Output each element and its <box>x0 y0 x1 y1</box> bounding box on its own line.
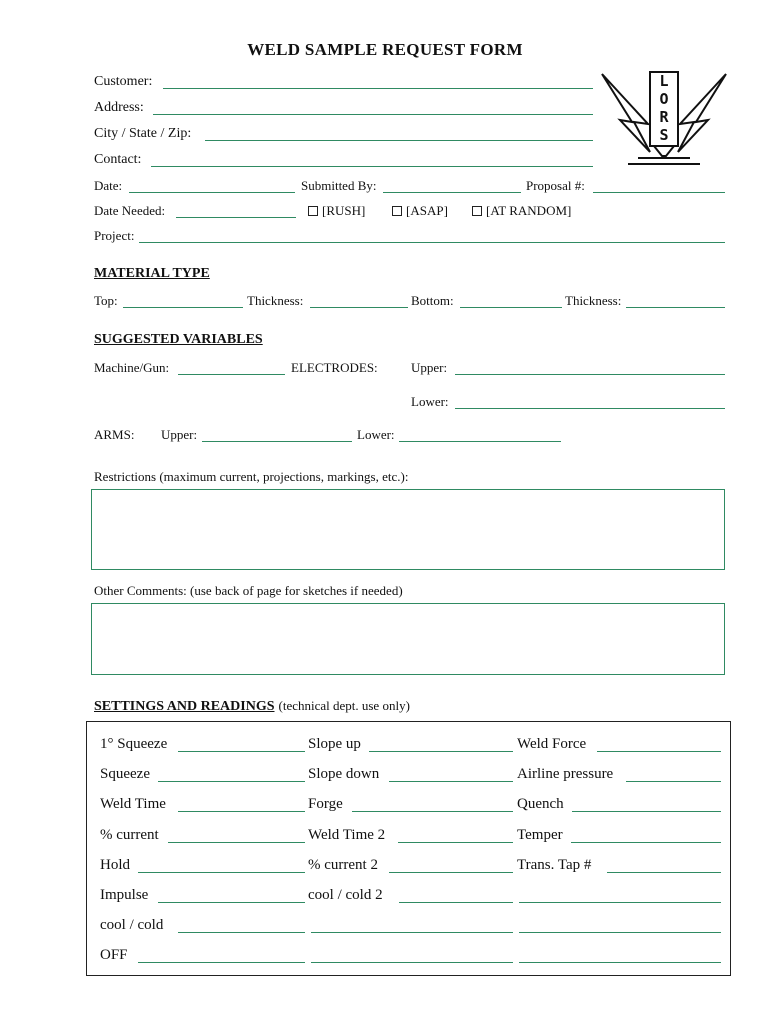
setting-field[interactable] <box>178 751 305 752</box>
setting-label: Trans. Tap # <box>517 857 592 873</box>
project-field[interactable] <box>139 242 725 243</box>
comments-box[interactable] <box>91 603 725 675</box>
thickness-bottom-field[interactable] <box>626 307 725 308</box>
setting-label: OFF <box>100 947 128 963</box>
setting-label: Airline pressure <box>517 766 614 782</box>
setting-field[interactable] <box>399 902 513 903</box>
thickness-label: Thickness: <box>565 293 622 308</box>
setting-label: cool / cold <box>100 917 164 933</box>
arms-upper-label: Upper: <box>161 427 198 442</box>
setting-label: Impulse <box>100 887 149 903</box>
suggested-variables-header: SUGGESTED VARIABLES <box>94 332 263 347</box>
setting-field[interactable] <box>352 811 513 812</box>
top-label: Top: <box>94 293 118 308</box>
bottom-field[interactable] <box>460 307 562 308</box>
setting-label: Weld Time <box>100 796 166 812</box>
setting-field[interactable] <box>168 842 305 843</box>
setting-field[interactable] <box>607 872 721 873</box>
setting-label: Squeeze <box>100 766 150 782</box>
setting-label: Temper <box>517 827 563 843</box>
submitted-by-label: Submitted By: <box>301 178 377 193</box>
arms-label: ARMS: <box>94 427 135 442</box>
setting-field[interactable] <box>178 932 305 933</box>
asap-label: [ASAP] <box>406 203 448 218</box>
electrodes-upper-label: Upper: <box>411 360 448 375</box>
proposal-field[interactable] <box>593 192 725 193</box>
arms-upper-field[interactable] <box>202 441 352 442</box>
machine-gun-field[interactable] <box>178 374 285 375</box>
lors-logo <box>598 68 730 172</box>
logo-letter: L <box>659 72 669 90</box>
setting-field[interactable] <box>178 811 305 812</box>
customer-field[interactable] <box>163 88 593 89</box>
bottom-label: Bottom: <box>411 293 454 308</box>
project-label: Project: <box>94 228 135 243</box>
customer-label: Customer: <box>94 74 153 89</box>
setting-label: Weld Time 2 <box>308 827 386 843</box>
setting-label: Hold <box>100 857 130 873</box>
setting-label: 1° Squeeze <box>100 736 168 752</box>
setting-label: Weld Force <box>517 736 587 752</box>
setting-field[interactable] <box>572 811 721 812</box>
setting-field[interactable] <box>626 781 721 782</box>
asap-checkbox[interactable] <box>392 203 448 219</box>
setting-label: % current <box>100 827 159 843</box>
city-field[interactable] <box>205 140 593 141</box>
electrodes-label: ELECTRODES: <box>291 360 378 375</box>
at-random-label: [AT RANDOM] <box>486 203 572 218</box>
address-field[interactable] <box>153 114 593 115</box>
setting-label: cool / cold 2 <box>308 887 383 903</box>
setting-field[interactable] <box>311 932 513 933</box>
setting-field[interactable] <box>389 872 513 873</box>
arms-lower-label: Lower: <box>357 427 395 442</box>
logo-letter: O <box>659 90 669 108</box>
setting-label: Slope down <box>308 766 380 782</box>
logo-letter: S <box>659 126 669 144</box>
contact-field[interactable] <box>151 166 593 167</box>
material-type-header: MATERIAL TYPE <box>94 266 210 281</box>
setting-field[interactable] <box>597 751 721 752</box>
contact-label: Contact: <box>94 152 142 167</box>
date-needed-field[interactable] <box>176 217 296 218</box>
setting-field[interactable] <box>519 962 721 963</box>
settings-note: (technical dept. use only) <box>278 698 410 713</box>
setting-field[interactable] <box>158 902 305 903</box>
setting-field[interactable] <box>571 842 721 843</box>
date-needed-label: Date Needed: <box>94 203 166 218</box>
settings-header-row <box>94 697 410 715</box>
setting-label: Forge <box>308 796 343 812</box>
restrictions-box[interactable] <box>91 489 725 570</box>
comments-label: Other Comments: (use back of page for sketches if needed) <box>94 583 403 598</box>
electrodes-upper-field[interactable] <box>455 374 725 375</box>
arms-lower-field[interactable] <box>399 441 561 442</box>
setting-field[interactable] <box>389 781 513 782</box>
setting-field[interactable] <box>398 842 513 843</box>
setting-label: % current 2 <box>308 857 378 873</box>
checkbox-icon <box>472 206 482 216</box>
setting-field[interactable] <box>138 962 305 963</box>
rush-checkbox[interactable] <box>308 203 365 219</box>
page-title: WELD SAMPLE REQUEST FORM <box>247 40 523 59</box>
setting-field[interactable] <box>519 932 721 933</box>
settings-box <box>86 721 731 976</box>
date-label: Date: <box>94 178 123 193</box>
setting-field[interactable] <box>369 751 513 752</box>
rush-label: [RUSH] <box>322 203 366 218</box>
setting-field[interactable] <box>519 902 721 903</box>
setting-field[interactable] <box>311 962 513 963</box>
setting-label: Quench <box>517 796 564 812</box>
proposal-label: Proposal #: <box>526 178 585 193</box>
restrictions-label: Restrictions (maximum current, projections, markings, etc.): <box>94 469 409 484</box>
thickness-label: Thickness: <box>247 293 304 308</box>
top-field[interactable] <box>123 307 243 308</box>
checkbox-icon <box>308 206 318 216</box>
electrodes-lower-field[interactable] <box>455 408 725 409</box>
machine-gun-label: Machine/Gun: <box>94 360 170 375</box>
date-field[interactable] <box>129 192 295 193</box>
setting-label: Slope up <box>308 736 361 752</box>
address-label: Address: <box>94 100 144 115</box>
thickness-top-field[interactable] <box>310 307 408 308</box>
setting-field[interactable] <box>158 781 305 782</box>
submitted-by-field[interactable] <box>383 192 521 193</box>
checkbox-icon <box>392 206 402 216</box>
city-label: City / State / Zip: <box>94 126 192 141</box>
at-random-checkbox[interactable] <box>472 203 571 219</box>
logo-letter: R <box>659 108 669 126</box>
setting-field[interactable] <box>138 872 305 873</box>
settings-header: SETTINGS AND READINGS <box>94 699 275 714</box>
electrodes-lower-label: Lower: <box>411 394 449 409</box>
